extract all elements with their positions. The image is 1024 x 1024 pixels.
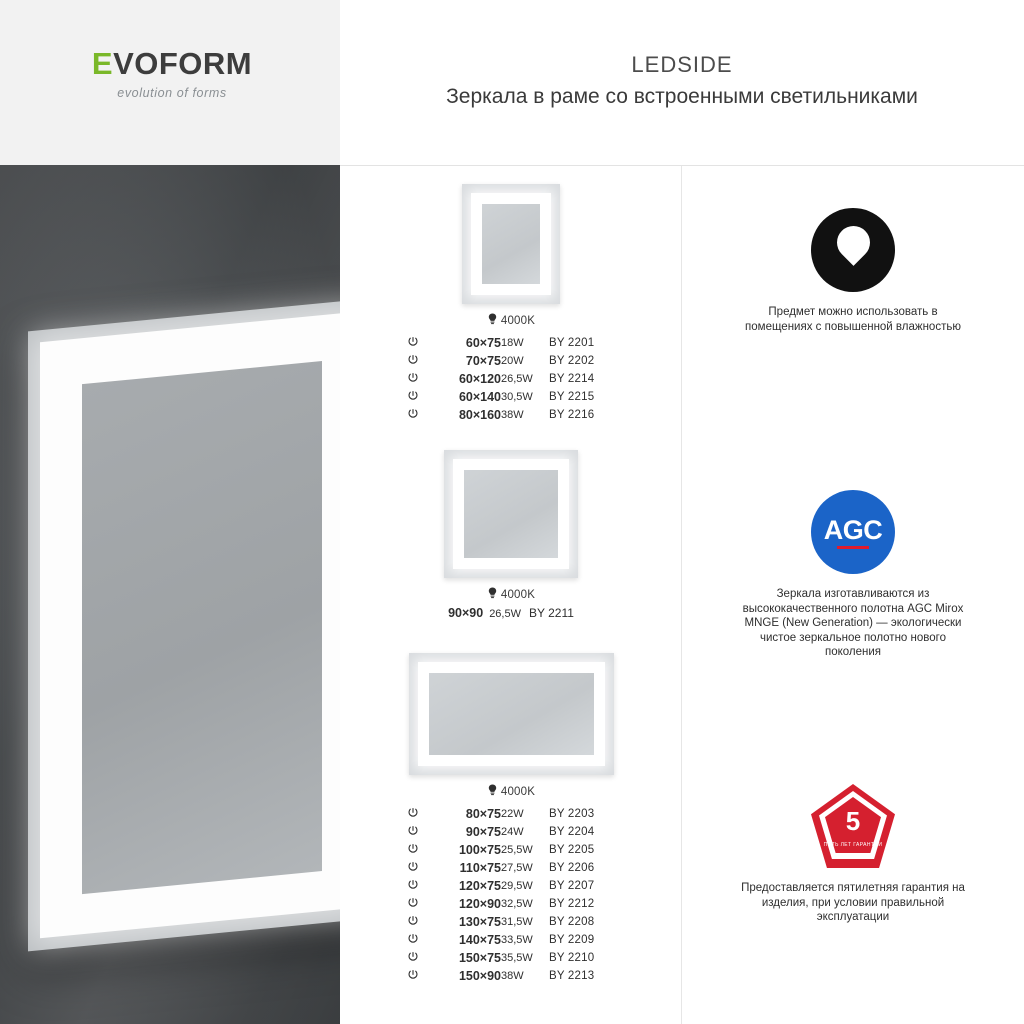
power-value: 25,5W bbox=[501, 844, 533, 856]
table-row bbox=[407, 931, 615, 949]
code-value: BY 2201 bbox=[549, 337, 595, 349]
table-row bbox=[407, 895, 615, 913]
warranty-badge-label: ПЯТЬ ЛЕТ ГАРАНТИИ bbox=[823, 842, 883, 848]
brand-logo bbox=[62, 48, 282, 100]
power-value: 20W bbox=[501, 355, 524, 367]
power-value: 26,5W bbox=[489, 608, 521, 620]
five-year-warranty-icon bbox=[811, 784, 895, 868]
portrait-mirror-image bbox=[462, 184, 560, 304]
size-value: 60×120 bbox=[458, 372, 501, 386]
page-subtitle: Зеркала в раме со встроенными светильниками bbox=[446, 85, 918, 108]
portrait-spec-table bbox=[407, 334, 615, 424]
bulb-icon bbox=[487, 784, 498, 799]
feature-warranty bbox=[682, 784, 1024, 925]
product-square bbox=[341, 450, 681, 620]
portrait-color-temp: 4000K bbox=[500, 315, 536, 327]
power-value: 33,5W bbox=[501, 934, 533, 946]
code-value: BY 2204 bbox=[549, 826, 595, 838]
power-value: 38W bbox=[501, 409, 524, 421]
table-row bbox=[407, 388, 615, 406]
size-value: 80×75 bbox=[465, 807, 501, 821]
feature-agc bbox=[682, 490, 1024, 660]
code-value: BY 2202 bbox=[549, 355, 595, 367]
size-value: 90×75 bbox=[465, 825, 501, 839]
code-value: BY 2203 bbox=[549, 808, 595, 820]
landscape-spec-table bbox=[407, 805, 615, 985]
power-value: 38W bbox=[501, 970, 524, 982]
switch-icon bbox=[407, 406, 427, 424]
size-value: 120×75 bbox=[458, 879, 501, 893]
power-value: 18W bbox=[501, 337, 524, 349]
portrait-color-temp-row bbox=[341, 313, 681, 328]
landscape-mirror-image bbox=[409, 653, 614, 775]
switch-icon bbox=[407, 352, 427, 370]
square-mirror-image bbox=[444, 450, 578, 578]
switch-icon bbox=[407, 931, 427, 949]
size-value: 70×75 bbox=[465, 354, 501, 368]
logo-tagline: evolution of forms bbox=[117, 86, 227, 100]
code-value: BY 2205 bbox=[549, 844, 595, 856]
code-value: BY 2211 bbox=[528, 606, 574, 620]
table-row bbox=[407, 406, 615, 424]
feature-agc-text: Зеркала изготавливаются из высококачественного полотна AGC Mirox MNGE (New Generation) — экологически чистое зеркальное полотно нового поколения bbox=[742, 588, 964, 658]
code-value: BY 2213 bbox=[549, 970, 595, 982]
power-value: 31,5W bbox=[501, 916, 533, 928]
photo-mirror-glass bbox=[82, 361, 322, 894]
specs-column bbox=[341, 166, 682, 1024]
water-drop-icon bbox=[811, 208, 895, 292]
table-row bbox=[407, 352, 615, 370]
size-value: 60×140 bbox=[458, 390, 501, 404]
product-photo bbox=[0, 165, 340, 1024]
table-row bbox=[407, 949, 615, 967]
landscape-mirror-glass bbox=[429, 673, 594, 755]
size-value: 150×75 bbox=[458, 951, 501, 965]
switch-icon bbox=[407, 805, 427, 823]
table-row bbox=[407, 841, 615, 859]
code-value: BY 2216 bbox=[549, 409, 595, 421]
warranty-number: 5 bbox=[845, 806, 861, 836]
table-row bbox=[407, 370, 615, 388]
size-value: 60×75 bbox=[465, 336, 501, 350]
agc-logo-underline bbox=[837, 546, 869, 549]
switch-icon bbox=[407, 841, 427, 859]
table-row bbox=[407, 805, 615, 823]
power-value: 24W bbox=[501, 826, 524, 838]
code-value: BY 2215 bbox=[549, 391, 595, 403]
switch-icon bbox=[407, 823, 427, 841]
feature-moisture bbox=[682, 208, 1024, 334]
size-value: 100×75 bbox=[458, 843, 501, 857]
product-landscape bbox=[341, 653, 681, 985]
switch-icon bbox=[407, 334, 427, 352]
product-portrait bbox=[341, 184, 681, 424]
switch-icon bbox=[407, 895, 427, 913]
code-value: BY 2214 bbox=[549, 373, 595, 385]
table-row bbox=[407, 913, 615, 931]
features-column bbox=[682, 166, 1024, 1024]
code-value: BY 2207 bbox=[549, 880, 595, 892]
size-value: 130×75 bbox=[458, 915, 501, 929]
switch-icon bbox=[407, 913, 427, 931]
size-value: 120×90 bbox=[458, 897, 501, 911]
page-title: LEDSIDE bbox=[631, 52, 733, 77]
square-spec-row bbox=[341, 606, 681, 620]
logo-wordmark bbox=[62, 48, 282, 79]
power-value: 32,5W bbox=[501, 898, 533, 910]
square-color-temp-row bbox=[341, 587, 681, 602]
switch-icon bbox=[407, 877, 427, 895]
switch-icon bbox=[407, 370, 427, 388]
power-value: 22W bbox=[501, 808, 524, 820]
code-value: BY 2206 bbox=[549, 862, 595, 874]
code-value: BY 2209 bbox=[549, 934, 595, 946]
switch-icon bbox=[407, 859, 427, 877]
agc-logo-label: AGC bbox=[823, 515, 883, 545]
power-value: 26,5W bbox=[501, 373, 533, 385]
switch-icon bbox=[407, 967, 427, 985]
title-panel bbox=[340, 0, 1024, 165]
photo-mirror-frame bbox=[28, 299, 340, 952]
photo-mirror-backlight bbox=[40, 312, 340, 938]
code-value: BY 2212 bbox=[549, 898, 595, 910]
table-row bbox=[407, 823, 615, 841]
size-value: 90×90 bbox=[448, 606, 484, 620]
logo-panel bbox=[0, 0, 340, 165]
portrait-mirror-glass bbox=[482, 204, 540, 284]
size-value: 150×90 bbox=[458, 969, 501, 983]
switch-icon bbox=[407, 949, 427, 967]
power-value: 27,5W bbox=[501, 862, 533, 874]
page-header bbox=[0, 0, 1024, 166]
square-color-temp: 4000K bbox=[500, 589, 536, 601]
table-row bbox=[407, 967, 615, 985]
bulb-icon bbox=[487, 313, 498, 328]
table-row bbox=[407, 334, 615, 352]
agc-logo-icon bbox=[811, 490, 895, 574]
power-value: 29,5W bbox=[501, 880, 533, 892]
feature-moisture-text: Предмет можно использовать в помещениях с повышенной влажностью bbox=[745, 306, 961, 333]
square-mirror-glass bbox=[464, 470, 558, 558]
power-value: 30,5W bbox=[501, 391, 533, 403]
size-value: 110×75 bbox=[459, 861, 501, 875]
feature-warranty-text: Предоставляется пятилетняя гарантия на изделия, при условии правильной эксплуатации bbox=[741, 882, 965, 923]
landscape-color-temp-row bbox=[341, 784, 681, 799]
logo-letters-rest: VOFORM bbox=[113, 46, 253, 81]
bulb-icon bbox=[487, 587, 498, 602]
switch-icon bbox=[407, 388, 427, 406]
code-value: BY 2208 bbox=[549, 916, 595, 928]
landscape-color-temp: 4000K bbox=[500, 786, 536, 798]
code-value: BY 2210 bbox=[549, 952, 595, 964]
water-drop-shape bbox=[830, 219, 877, 266]
size-value: 140×75 bbox=[458, 933, 501, 947]
logo-letter-e: E bbox=[91, 46, 114, 81]
power-value: 35,5W bbox=[501, 952, 533, 964]
size-value: 80×160 bbox=[458, 408, 501, 422]
table-row bbox=[407, 877, 615, 895]
table-row bbox=[407, 859, 615, 877]
